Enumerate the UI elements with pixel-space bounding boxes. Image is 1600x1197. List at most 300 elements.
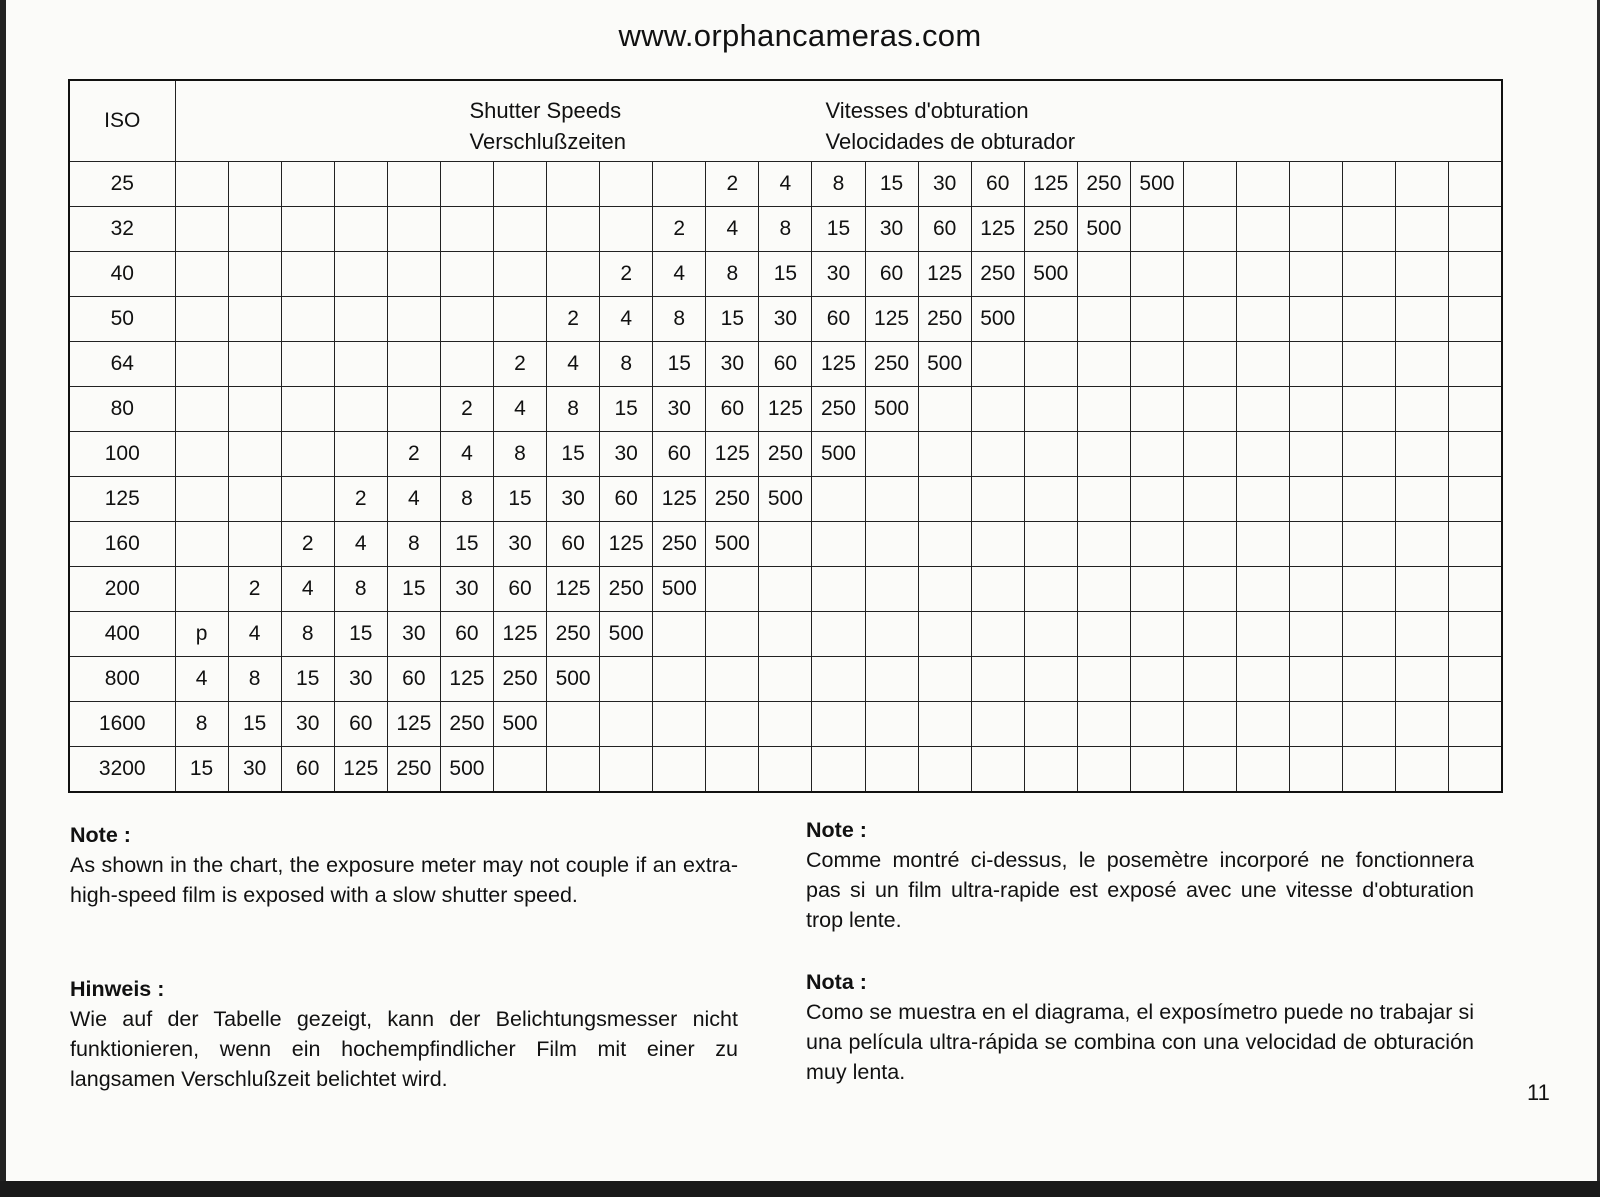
speeds-label-es: Velocidades de obturador [825,129,1076,154]
site-url: www.orphancameras.com [618,18,982,53]
speeds-header-fr-es [826,95,1076,157]
iso-value: 125 [69,477,175,522]
shutter-speed-cell [706,567,759,612]
shutter-speed-cell [334,432,387,477]
shutter-speed-cell [1290,342,1343,387]
table-row [69,522,1502,567]
shutter-speed-cell [918,702,971,747]
shutter-speed-cell: 8 [600,342,653,387]
iso-value: 100 [69,432,175,477]
shutter-speed-cell [228,522,281,567]
table-row [69,252,1502,297]
shutter-speed-cell [812,702,865,747]
shutter-speed-cell: 500 [812,432,865,477]
shutter-speed-cell [1024,297,1077,342]
shutter-speed-cell [600,702,653,747]
shutter-speed-cell [334,297,387,342]
shutter-speed-cell: 30 [865,207,918,252]
shutter-speed-cell [1077,567,1130,612]
shutter-speed-cell [918,747,971,793]
shutter-speed-cell: 15 [175,747,228,793]
shutter-speed-cell [1077,432,1130,477]
shutter-speed-cell [1343,657,1396,702]
shutter-speed-cell: 4 [175,657,228,702]
note-de-heading: Hinweis : [70,977,165,1001]
table-row [69,297,1502,342]
shutter-speed-cell: 60 [547,522,600,567]
shutter-speed-cell [1183,387,1236,432]
shutter-speed-cell: 8 [175,702,228,747]
shutter-speed-cell [1024,657,1077,702]
shutter-speed-cell [1130,432,1183,477]
shutter-speed-cell [812,747,865,793]
shutter-speed-cell: 125 [653,477,706,522]
speeds-header-en-de [470,95,627,157]
shutter-speed-cell [1449,477,1502,522]
shutter-speed-cell: 4 [440,432,493,477]
shutter-speed-cell [918,567,971,612]
shutter-speed-cell: 60 [971,162,1024,207]
shutter-speed-cell: 2 [281,522,334,567]
shutter-speed-cell [334,387,387,432]
speeds-label-de: Verschlußzeiten [469,129,627,154]
table-row [69,432,1502,477]
shutter-speed-cell [812,612,865,657]
shutter-speed-cell [387,252,440,297]
shutter-speed-cell: 500 [440,747,493,793]
shutter-speed-cell [1077,702,1130,747]
shutter-speed-cell [387,342,440,387]
shutter-speed-cell: 250 [971,252,1024,297]
shutter-speed-cell [281,387,334,432]
note-de [70,974,738,1094]
shutter-speed-cell [175,207,228,252]
shutter-speed-cell: 8 [812,162,865,207]
shutter-speed-cell: 2 [440,387,493,432]
shutter-speed-cell [175,387,228,432]
shutter-speed-cell [493,297,546,342]
shutter-speed-cell [1396,657,1449,702]
shutter-speed-cell: 250 [600,567,653,612]
shutter-speed-cell: 60 [759,342,812,387]
shutter-speed-cell [1396,207,1449,252]
table-header-row [69,80,1502,162]
shutter-speed-cell: 4 [493,387,546,432]
shutter-speed-cell [600,207,653,252]
shutter-speed-cell [1183,432,1236,477]
shutter-speed-cell [1130,657,1183,702]
speeds-label-fr: Vitesses d'obturation [825,98,1029,123]
iso-header: ISO [69,80,175,162]
shutter-speed-cell [1449,657,1502,702]
shutter-speed-cell: 2 [653,207,706,252]
shutter-speed-cell: 2 [547,297,600,342]
note-es [806,967,1474,1087]
shutter-speed-cell [334,207,387,252]
shutter-speed-cell [1130,612,1183,657]
iso-value: 64 [69,342,175,387]
shutter-speed-cell [1077,477,1130,522]
shutter-speed-cell [228,342,281,387]
shutter-speed-cell: 4 [387,477,440,522]
shutter-speed-cell: 250 [759,432,812,477]
shutter-speed-cell [1077,747,1130,793]
table-row [69,342,1502,387]
shutter-speed-cell [1343,297,1396,342]
shutter-speed-cell [653,162,706,207]
shutter-speed-cell: 500 [1077,207,1130,252]
shutter-speed-cell [1290,387,1343,432]
shutter-speed-cell [175,477,228,522]
shutter-speed-cell [1130,522,1183,567]
shutter-speed-cell: 2 [387,432,440,477]
shutter-speed-cell [1343,387,1396,432]
shutter-speed-cell [387,207,440,252]
shutter-speed-cell [600,162,653,207]
shutter-speed-cell [1130,477,1183,522]
shutter-speed-cell: 30 [547,477,600,522]
shutter-speed-cell [1130,252,1183,297]
shutter-speed-cell [1449,387,1502,432]
shutter-speed-cell [971,342,1024,387]
shutter-speed-cell: 15 [440,522,493,567]
shutter-speed-cell [759,747,812,793]
shutter-speed-cell [1290,297,1343,342]
shutter-speed-cell: 8 [493,432,546,477]
shutter-speed-cell: 125 [706,432,759,477]
shutter-speed-cell [1130,747,1183,793]
shutter-speed-cell: 250 [493,657,546,702]
shutter-speed-cell [1237,387,1290,432]
shutter-speed-cell: 8 [387,522,440,567]
table-row [69,477,1502,522]
iso-value: 400 [69,612,175,657]
shutter-speed-cell [1183,162,1236,207]
shutter-speed-cell: 500 [600,612,653,657]
shutter-speed-cell [1396,567,1449,612]
shutter-speed-cell [706,747,759,793]
shutter-speed-cell [281,432,334,477]
shutter-speed-cell [918,432,971,477]
shutter-speed-cell [1290,252,1343,297]
shutter-speed-cell: 15 [653,342,706,387]
shutter-speed-cell [1290,657,1343,702]
shutter-speed-cell: 30 [653,387,706,432]
shutter-speed-cell [440,342,493,387]
shutter-speed-cell: 60 [387,657,440,702]
shutter-speed-cell [1024,702,1077,747]
shutter-speed-cell [1130,207,1183,252]
shutter-speed-cell [971,522,1024,567]
shutter-speed-cell [1237,297,1290,342]
shutter-speed-cell [918,657,971,702]
shutter-speed-cell [653,702,706,747]
shutter-speed-cell [1290,207,1343,252]
shutter-speed-cell [971,657,1024,702]
shutter-speed-cell: 250 [918,297,971,342]
shutter-speed-cell [759,657,812,702]
shutter-speed-cell [865,567,918,612]
shutter-speed-cell [1183,702,1236,747]
shutter-speed-cell [1449,207,1502,252]
shutter-speed-cell [1343,702,1396,747]
shutter-speed-cell: 125 [600,522,653,567]
shutter-speed-cell [228,207,281,252]
shutter-speed-cell: 250 [865,342,918,387]
shutter-speed-cell: 4 [653,252,706,297]
shutter-speed-cell: 250 [1024,207,1077,252]
shutter-speed-cell [1237,207,1290,252]
shutter-speed-cell [1183,297,1236,342]
shutter-speed-cell [759,702,812,747]
shutter-speed-cell [918,387,971,432]
shutter-speed-cell: 60 [865,252,918,297]
shutter-speed-cell [1449,567,1502,612]
shutter-speed-cell [1290,432,1343,477]
note-de-text: Wie auf der Tabelle gezeigt, kann der Belichtungsmesser nicht funktionieren, wenn ein hochempfindlicher Film mit einer zu langsamen Verschlußzeit belichtet wird. [70,1007,738,1091]
iso-value: 25 [69,162,175,207]
shutter-speed-cell: 15 [387,567,440,612]
shutter-speed-cell: 250 [812,387,865,432]
shutter-speed-cell [812,567,865,612]
shutter-speed-cell [493,252,546,297]
shutter-speed-cell: 125 [918,252,971,297]
note-fr-text: Comme montré ci-dessus, le posemètre incorporé ne fonctionnera pas si un film ultra-rapide est exposé avec une vitesse d'obturation trop lente. [806,848,1474,932]
shutter-speed-cell [228,477,281,522]
shutter-speed-cell: 125 [547,567,600,612]
shutter-speed-cell [1077,342,1130,387]
shutter-speed-cell [1396,432,1449,477]
shutter-speed-cell [1343,342,1396,387]
table-row [69,747,1502,793]
shutter-speed-cell: 125 [387,702,440,747]
shutter-speed-cell: 125 [334,747,387,793]
shutter-speed-cell [1183,657,1236,702]
shutter-speed-cell [1024,747,1077,793]
shutter-speed-cell: 8 [653,297,706,342]
iso-value: 1600 [69,702,175,747]
shutter-speed-cell [440,207,493,252]
shutter-speed-cell: p [175,612,228,657]
shutter-speed-cell: 15 [865,162,918,207]
note-en-heading: Note : [70,823,131,847]
shutter-speed-cell: 2 [706,162,759,207]
shutter-speed-cell [865,612,918,657]
iso-value: 32 [69,207,175,252]
shutter-speed-cell: 15 [759,252,812,297]
shutter-speed-cell [1343,207,1396,252]
shutter-speed-cell [175,297,228,342]
shutter-speed-cell [493,162,546,207]
shutter-speed-cell [1396,252,1449,297]
shutter-speed-cell [1343,567,1396,612]
shutter-speed-cell [1077,297,1130,342]
shutter-speed-cell: 125 [759,387,812,432]
shutter-speed-cell [1130,702,1183,747]
shutter-speed-cell [1449,252,1502,297]
shutter-speed-cell: 125 [812,342,865,387]
shutter-speed-cell [1077,522,1130,567]
shutter-speed-cell [228,252,281,297]
shutter-speed-cell [175,567,228,612]
shutter-speed-cell [1237,342,1290,387]
shutter-speed-cell: 8 [228,657,281,702]
table-row [69,387,1502,432]
shutter-speed-cell: 125 [971,207,1024,252]
shutter-speed-cell [1130,297,1183,342]
shutter-speed-cell [1396,297,1449,342]
table-row [69,657,1502,702]
shutter-speed-cell [971,477,1024,522]
shutter-speed-cell [281,207,334,252]
exposure-table [68,79,1503,793]
shutter-speed-cell: 60 [653,432,706,477]
shutter-speed-cell [1290,477,1343,522]
shutter-speed-cell: 250 [547,612,600,657]
shutter-speed-cell: 15 [493,477,546,522]
note-fr [806,815,1474,935]
shutter-speed-cell: 15 [706,297,759,342]
shutter-speed-cell [547,207,600,252]
shutter-speed-cell [1449,522,1502,567]
shutter-speed-cell: 500 [865,387,918,432]
shutter-speed-cell [759,567,812,612]
shutter-speed-cell [812,522,865,567]
shutter-speed-cell [1396,612,1449,657]
shutter-speed-cell: 60 [281,747,334,793]
shutter-speed-cell [1130,342,1183,387]
iso-value: 80 [69,387,175,432]
note-en [70,820,738,910]
shutter-speed-cell: 30 [493,522,546,567]
shutter-speed-cell [175,522,228,567]
shutter-speed-cell: 250 [653,522,706,567]
shutter-speed-cell [1237,612,1290,657]
shutter-speed-cell [440,297,493,342]
shutter-speed-cell: 4 [228,612,281,657]
shutter-speed-cell: 250 [387,747,440,793]
shutter-speed-cell [1290,567,1343,612]
shutter-speed-cell [547,702,600,747]
shutter-speed-cell [918,522,971,567]
shutter-speed-cell [1396,522,1449,567]
shutter-speed-cell [1396,342,1449,387]
shutter-speed-cell [281,477,334,522]
shutter-speed-cell: 4 [600,297,653,342]
shutter-speed-cell [865,747,918,793]
shutter-speed-cell: 30 [440,567,493,612]
shutter-speed-cell [1343,522,1396,567]
shutter-speed-cell [1396,477,1449,522]
shutter-speed-cell [1396,747,1449,793]
shutter-speed-cell [493,747,546,793]
shutter-speeds-header [175,80,1502,162]
shutter-speed-cell [653,612,706,657]
shutter-speed-cell [1237,432,1290,477]
shutter-speed-cell: 500 [547,657,600,702]
page-edge-bottom [0,1181,1600,1197]
shutter-speed-cell: 250 [440,702,493,747]
speeds-label-en: Shutter Speeds [469,98,622,123]
table-row [69,162,1502,207]
shutter-speed-cell: 8 [440,477,493,522]
shutter-speed-cell [918,612,971,657]
shutter-speed-cell [1183,252,1236,297]
shutter-speed-cell [1183,342,1236,387]
shutter-speed-cell [175,162,228,207]
table-row [69,207,1502,252]
shutter-speed-cell [387,387,440,432]
shutter-speed-cell [334,162,387,207]
shutter-speed-cell: 8 [547,387,600,432]
shutter-speed-cell [334,252,387,297]
shutter-speed-cell: 2 [600,252,653,297]
shutter-speed-cell: 500 [1130,162,1183,207]
shutter-speed-cell: 500 [653,567,706,612]
shutter-speed-cell [865,522,918,567]
table-row [69,612,1502,657]
shutter-speed-cell: 4 [759,162,812,207]
shutter-speed-cell [865,657,918,702]
shutter-speed-cell [971,432,1024,477]
shutter-speed-cell: 60 [440,612,493,657]
table-row [69,702,1502,747]
shutter-speed-cell [228,432,281,477]
shutter-speed-cell: 30 [281,702,334,747]
shutter-speed-cell [1024,342,1077,387]
shutter-speed-cell [1077,657,1130,702]
shutter-speed-cell: 15 [547,432,600,477]
shutter-speed-cell: 2 [493,342,546,387]
shutter-speed-cell [1130,567,1183,612]
shutter-speed-cell: 15 [228,702,281,747]
note-fr-heading: Note : [806,818,867,842]
shutter-speed-cell [1183,477,1236,522]
shutter-speed-cell [1449,612,1502,657]
shutter-speed-cell: 30 [918,162,971,207]
shutter-speed-cell: 4 [281,567,334,612]
shutter-speed-cell [1343,252,1396,297]
iso-value: 200 [69,567,175,612]
shutter-speed-cell [865,477,918,522]
shutter-speed-cell [1024,522,1077,567]
shutter-speed-cell: 500 [759,477,812,522]
shutter-speed-cell: 500 [493,702,546,747]
shutter-speed-cell: 125 [1024,162,1077,207]
shutter-speed-cell [759,522,812,567]
shutter-speed-cell [1396,387,1449,432]
shutter-speed-cell: 30 [387,612,440,657]
shutter-speed-cell [1024,567,1077,612]
shutter-speed-cell [387,162,440,207]
shutter-speed-cell [653,747,706,793]
shutter-speed-cell [1343,162,1396,207]
note-es-heading: Nota : [806,970,867,994]
shutter-speed-cell: 60 [812,297,865,342]
shutter-speed-cell [1183,567,1236,612]
shutter-speed-cell [1343,612,1396,657]
shutter-speed-cell [706,657,759,702]
shutter-speed-cell [1183,612,1236,657]
shutter-speed-cell: 8 [759,207,812,252]
shutter-speed-cell [812,477,865,522]
shutter-speed-cell [653,657,706,702]
shutter-speed-cell: 60 [918,207,971,252]
shutter-speed-cell [706,702,759,747]
shutter-speed-cell [334,342,387,387]
shutter-speed-cell [918,477,971,522]
shutter-speed-cell: 30 [759,297,812,342]
